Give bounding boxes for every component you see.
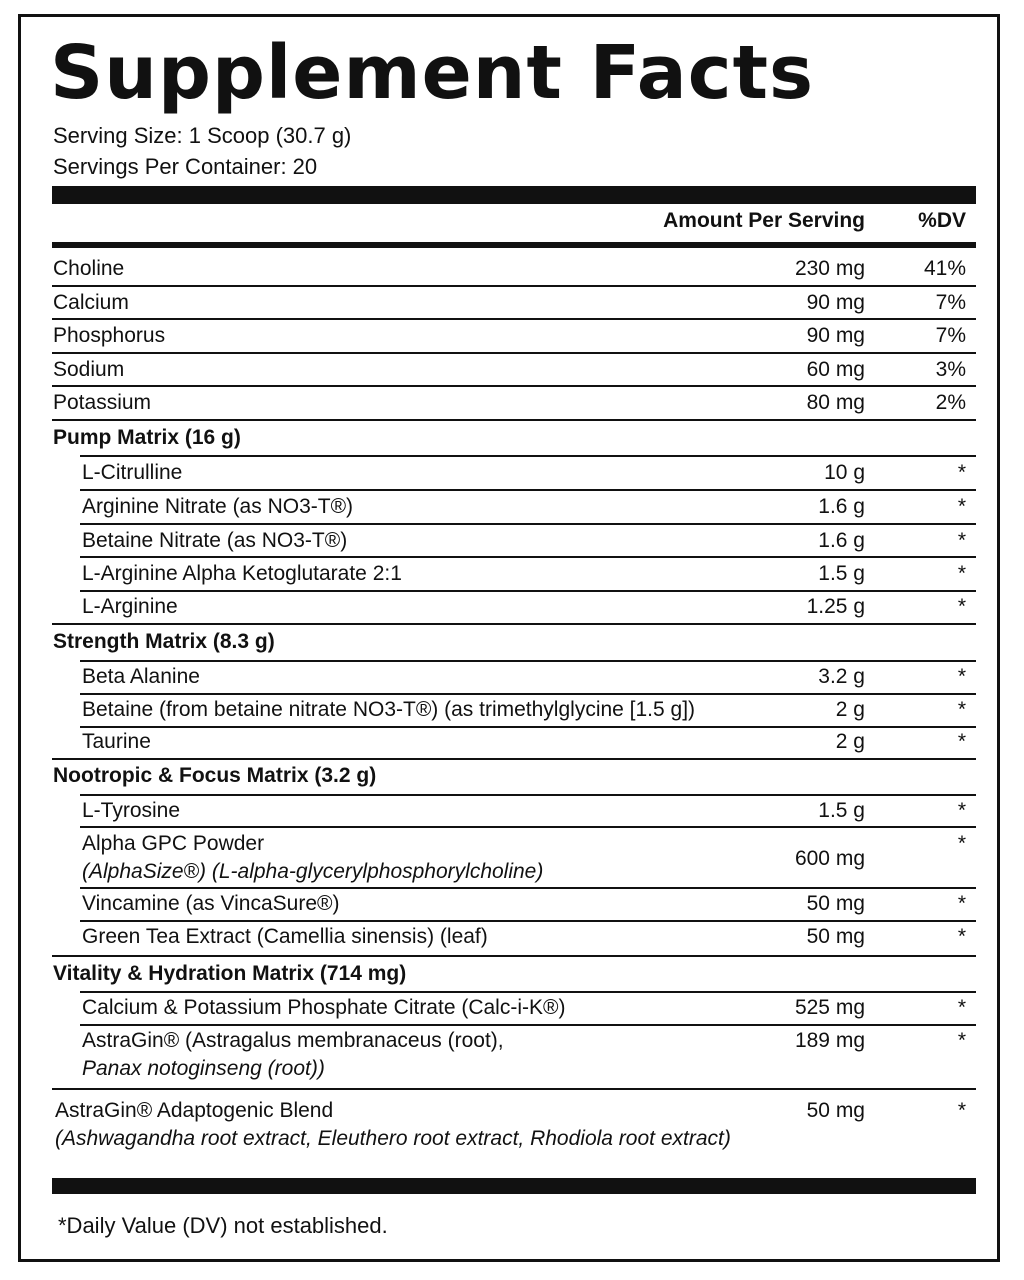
row-divider xyxy=(52,285,976,287)
ingredient-dv: * xyxy=(957,698,966,721)
ingredient-name: L-Citrulline xyxy=(82,461,183,484)
amount-per-serving-heading: Amount Per Serving xyxy=(663,209,865,232)
row-divider xyxy=(80,489,976,491)
ingredient-amount: 2 g xyxy=(835,698,865,721)
page-title: Supplement Facts xyxy=(50,30,815,116)
ingredient-amount: 1.5 g xyxy=(818,799,865,822)
ingredient-name xyxy=(82,1027,504,1083)
ingredient-name: Vincamine (as VincaSure®) xyxy=(82,892,340,915)
ingredient-name xyxy=(82,830,543,886)
nutrient-dv: 3% xyxy=(935,358,966,381)
row-divider xyxy=(52,1088,976,1090)
footnote: *Daily Value (DV) not established. xyxy=(58,1213,388,1238)
ingredient-amount: 1.25 g xyxy=(806,595,865,618)
ingredient-name: Calcium & Potassium Phosphate Citrate (Calc-i-K®) xyxy=(82,996,566,1019)
row-divider xyxy=(52,352,976,354)
ingredient-amount: 3.2 g xyxy=(818,665,865,688)
ingredient-name xyxy=(55,1097,731,1153)
ingredient-name: Taurine xyxy=(82,730,151,753)
ingredient-dv: * xyxy=(957,562,966,585)
nutrient-amount: 90 mg xyxy=(806,291,865,314)
row-divider xyxy=(52,318,976,320)
ingredient-name-text: AstraGin® Adaptogenic Blend xyxy=(55,1099,334,1122)
ingredient-amount: 600 mg xyxy=(794,847,865,870)
ingredient-dv: * xyxy=(957,892,966,915)
ingredient-dv: * xyxy=(957,529,966,552)
row-divider xyxy=(80,991,976,993)
ingredient-description: Panax notoginseng (root)) xyxy=(82,1057,325,1080)
ingredient-name: L-Arginine xyxy=(82,595,178,618)
row-divider xyxy=(52,758,976,760)
row-divider xyxy=(80,920,976,922)
ingredient-dv: * xyxy=(957,832,966,855)
ingredient-dv: * xyxy=(957,799,966,822)
ingredient-dv: * xyxy=(957,730,966,753)
top-thick-bar xyxy=(52,186,976,204)
row-divider xyxy=(80,794,976,796)
group-title: Vitality & Hydration Matrix (714 mg) xyxy=(53,962,407,985)
nutrient-dv: 2% xyxy=(935,391,966,414)
ingredient-amount: 189 mg xyxy=(794,1029,865,1052)
row-divider xyxy=(52,385,976,387)
ingredient-dv: * xyxy=(957,665,966,688)
nutrient-dv: 7% xyxy=(935,291,966,314)
ingredient-name: L-Arginine Alpha Ketoglutarate 2:1 xyxy=(82,562,402,585)
ingredient-description: (Ashwagandha root extract, Eleuthero root extract, Rhodiola root extract) xyxy=(55,1127,731,1150)
dv-heading: %DV xyxy=(918,209,966,232)
ingredient-name: Beta Alanine xyxy=(82,665,200,688)
nutrient-amount: 80 mg xyxy=(806,391,865,414)
ingredient-dv: * xyxy=(957,996,966,1019)
ingredient-amount: 50 mg xyxy=(806,1099,865,1122)
group-title: Strength Matrix (8.3 g) xyxy=(53,630,275,653)
ingredient-name-text: Alpha GPC Powder xyxy=(82,832,265,855)
row-divider xyxy=(80,887,976,889)
row-divider xyxy=(80,660,976,662)
ingredient-dv: * xyxy=(957,1099,966,1122)
row-divider xyxy=(80,590,976,592)
bottom-thick-bar xyxy=(52,1178,976,1194)
ingredient-dv: * xyxy=(957,925,966,948)
row-divider xyxy=(52,955,976,957)
nutrient-dv: 7% xyxy=(935,324,966,347)
ingredient-name: Betaine Nitrate (as NO3-T®) xyxy=(82,529,348,552)
row-divider xyxy=(52,623,976,625)
row-divider xyxy=(80,826,976,828)
ingredient-amount: 1.5 g xyxy=(818,562,865,585)
ingredient-name: Green Tea Extract (Camellia sinensis) (leaf) xyxy=(82,925,488,948)
nutrient-name: Choline xyxy=(53,257,125,280)
nutrient-name: Phosphorus xyxy=(53,324,166,347)
ingredient-name: Arginine Nitrate (as NO3-T®) xyxy=(82,495,354,518)
ingredient-amount: 2 g xyxy=(835,730,865,753)
ingredient-amount: 525 mg xyxy=(794,996,865,1019)
nutrient-name: Sodium xyxy=(53,358,125,381)
nutrient-amount: 230 mg xyxy=(794,257,865,280)
group-title: Pump Matrix (16 g) xyxy=(53,426,241,449)
ingredient-amount: 50 mg xyxy=(806,925,865,948)
nutrient-amount: 60 mg xyxy=(806,358,865,381)
ingredient-description: (AlphaSize®) (L-alpha-glycerylphosphorylcholine) xyxy=(82,860,544,883)
serving-size: Serving Size: 1 Scoop (30.7 g) xyxy=(53,123,352,148)
header-bar xyxy=(52,242,976,248)
ingredient-dv: * xyxy=(957,495,966,518)
ingredient-dv: * xyxy=(957,1029,966,1052)
row-divider xyxy=(80,556,976,558)
row-divider xyxy=(80,1024,976,1026)
ingredient-dv: * xyxy=(957,461,966,484)
ingredient-name: Betaine (from betaine nitrate NO3-T®) (as trimethylglycine [1.5 g]) xyxy=(82,698,696,721)
ingredient-name: L-Tyrosine xyxy=(82,799,181,822)
row-divider xyxy=(80,523,976,525)
ingredient-amount: 1.6 g xyxy=(818,495,865,518)
group-title: Nootropic & Focus Matrix (3.2 g) xyxy=(53,764,377,787)
row-divider xyxy=(52,419,976,421)
nutrient-name: Calcium xyxy=(53,291,129,314)
ingredient-amount: 1.6 g xyxy=(818,529,865,552)
nutrient-name: Potassium xyxy=(53,391,152,414)
ingredient-name-text: AstraGin® (Astragalus membranaceus (root), xyxy=(82,1029,504,1052)
row-divider xyxy=(80,693,976,695)
nutrient-amount: 90 mg xyxy=(806,324,865,347)
ingredient-amount: 10 g xyxy=(824,461,865,484)
ingredient-dv: * xyxy=(957,595,966,618)
row-divider xyxy=(80,455,976,457)
ingredient-amount: 50 mg xyxy=(806,892,865,915)
nutrient-dv: 41% xyxy=(923,257,966,280)
servings-per-container: Servings Per Container: 20 xyxy=(53,154,318,179)
